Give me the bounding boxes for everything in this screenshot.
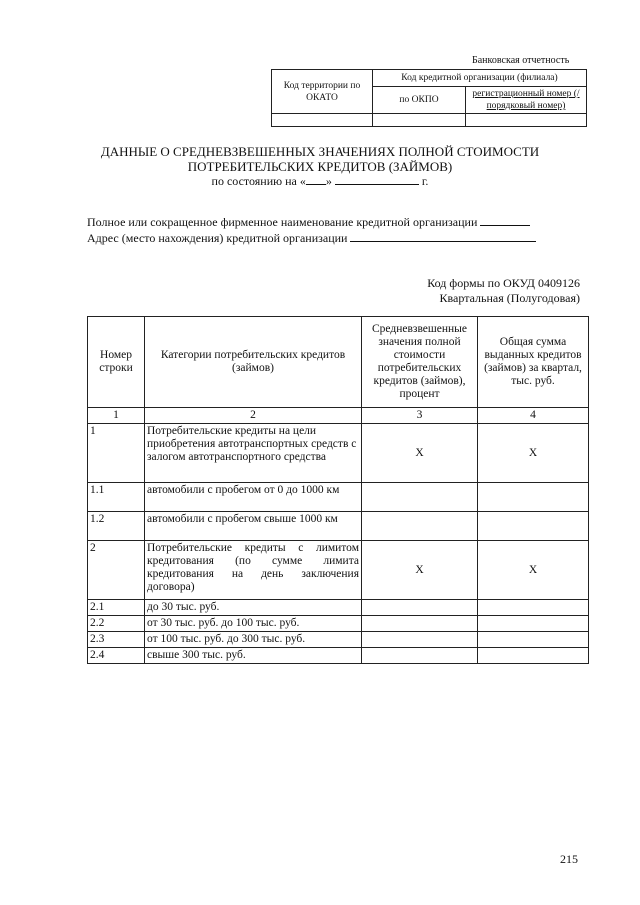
row-weighted-avg xyxy=(362,616,478,632)
row-total-amount: X xyxy=(478,424,589,483)
reg-number-label: регистрационный номер (/порядковый номер) xyxy=(466,87,587,114)
row-category: автомобили с пробегом свыше 1000 км xyxy=(145,512,362,541)
row-weighted-avg: X xyxy=(362,541,478,600)
column-number: 4 xyxy=(478,408,589,424)
codes-table xyxy=(271,69,587,127)
document-title xyxy=(60,144,580,189)
org-address-blank xyxy=(350,231,536,242)
page-number: 215 xyxy=(560,852,578,866)
form-period: Квартальная (Полугодовая) xyxy=(439,291,580,305)
row-number: 2 xyxy=(88,541,145,600)
okud-code: Код формы по ОКУД 0409126 xyxy=(427,276,580,290)
row-number: 1.2 xyxy=(88,512,145,541)
row-weighted-avg xyxy=(362,632,478,648)
row-number: 2.3 xyxy=(88,632,145,648)
date-suffix: г. xyxy=(421,174,429,188)
date-prefix: по состоянию на « xyxy=(211,174,306,188)
row-category: Потребительские кредиты с лимитом кредитования (по сумме лимита кредитования на день заключения договора) xyxy=(145,541,362,600)
main-table xyxy=(87,316,589,664)
okato-label: Код территории по ОКАТО xyxy=(272,70,373,114)
row-category: от 30 тыс. руб. до 100 тыс. руб. xyxy=(145,616,362,632)
header-category: Категории потребительских кредитов (займов) xyxy=(145,317,362,408)
reg-number-value-cell xyxy=(466,114,587,127)
date-month-year-blank xyxy=(335,174,419,185)
table-row xyxy=(88,632,589,648)
report-date-line xyxy=(60,174,580,189)
header-total-amount: Общая сумма выданных кредитов (займов) за квартал, тыс. руб. xyxy=(478,317,589,408)
row-number: 2.2 xyxy=(88,616,145,632)
row-total-amount: X xyxy=(478,541,589,600)
row-number: 2.4 xyxy=(88,648,145,664)
row-category: свыше 300 тыс. руб. xyxy=(145,648,362,664)
row-weighted-avg xyxy=(362,600,478,616)
row-number: 2.1 xyxy=(88,600,145,616)
form-code-block xyxy=(427,276,580,306)
org-name-blank xyxy=(480,215,530,226)
row-weighted-avg xyxy=(362,648,478,664)
org-address-label: Адрес (место нахождения) кредитной организации xyxy=(87,231,348,245)
row-weighted-avg xyxy=(362,483,478,512)
row-weighted-avg: X xyxy=(362,424,478,483)
org-name-label: Полное или сокращенное фирменное наименование кредитной организации xyxy=(87,215,478,229)
credit-org-code-label: Код кредитной организации (филиала) xyxy=(373,70,587,87)
okpo-label: по ОКПО xyxy=(373,87,466,114)
row-total-amount xyxy=(478,600,589,616)
row-category: автомобили с пробегом от 0 до 1000 км xyxy=(145,483,362,512)
column-numbers-row xyxy=(88,408,589,424)
title-line-2: ПОТРЕБИТЕЛЬСКИХ КРЕДИТОВ (ЗАЙМОВ) xyxy=(187,159,453,174)
row-number: 1.1 xyxy=(88,483,145,512)
date-day-blank xyxy=(306,174,326,185)
header-weighted-avg: Средневзвешенные значения полной стоимости потребительских кредитов (займов), процент xyxy=(362,317,478,408)
title-line-1: ДАННЫЕ О СРЕДНЕВЗВЕШЕННЫХ ЗНАЧЕНИЯХ ПОЛНОЙ СТОИМОСТИ xyxy=(100,144,540,159)
table-row xyxy=(88,512,589,541)
row-total-amount xyxy=(478,616,589,632)
column-number: 1 xyxy=(88,408,145,424)
row-total-amount xyxy=(478,632,589,648)
okpo-value-cell xyxy=(373,114,466,127)
row-category: Потребительские кредиты на цели приобретения автотранспортных средств с залогом автотранспортного средства xyxy=(145,424,362,483)
row-weighted-avg xyxy=(362,512,478,541)
date-mid: » xyxy=(325,174,332,188)
table-row xyxy=(88,648,589,664)
reporting-type: Банковская отчетность xyxy=(472,55,570,66)
row-total-amount xyxy=(478,648,589,664)
row-number: 1 xyxy=(88,424,145,483)
table-row xyxy=(88,483,589,512)
table-row xyxy=(88,600,589,616)
okato-value-cell xyxy=(272,114,373,127)
org-address-line xyxy=(87,231,536,246)
table-row xyxy=(88,424,589,483)
table-row xyxy=(88,541,589,600)
row-total-amount xyxy=(478,483,589,512)
column-number: 3 xyxy=(362,408,478,424)
header-row-number: Номер строки xyxy=(88,317,145,408)
row-total-amount xyxy=(478,512,589,541)
column-number: 2 xyxy=(145,408,362,424)
row-category: до 30 тыс. руб. xyxy=(145,600,362,616)
row-category: от 100 тыс. руб. до 300 тыс. руб. xyxy=(145,632,362,648)
table-row xyxy=(88,616,589,632)
org-name-line xyxy=(87,215,530,230)
